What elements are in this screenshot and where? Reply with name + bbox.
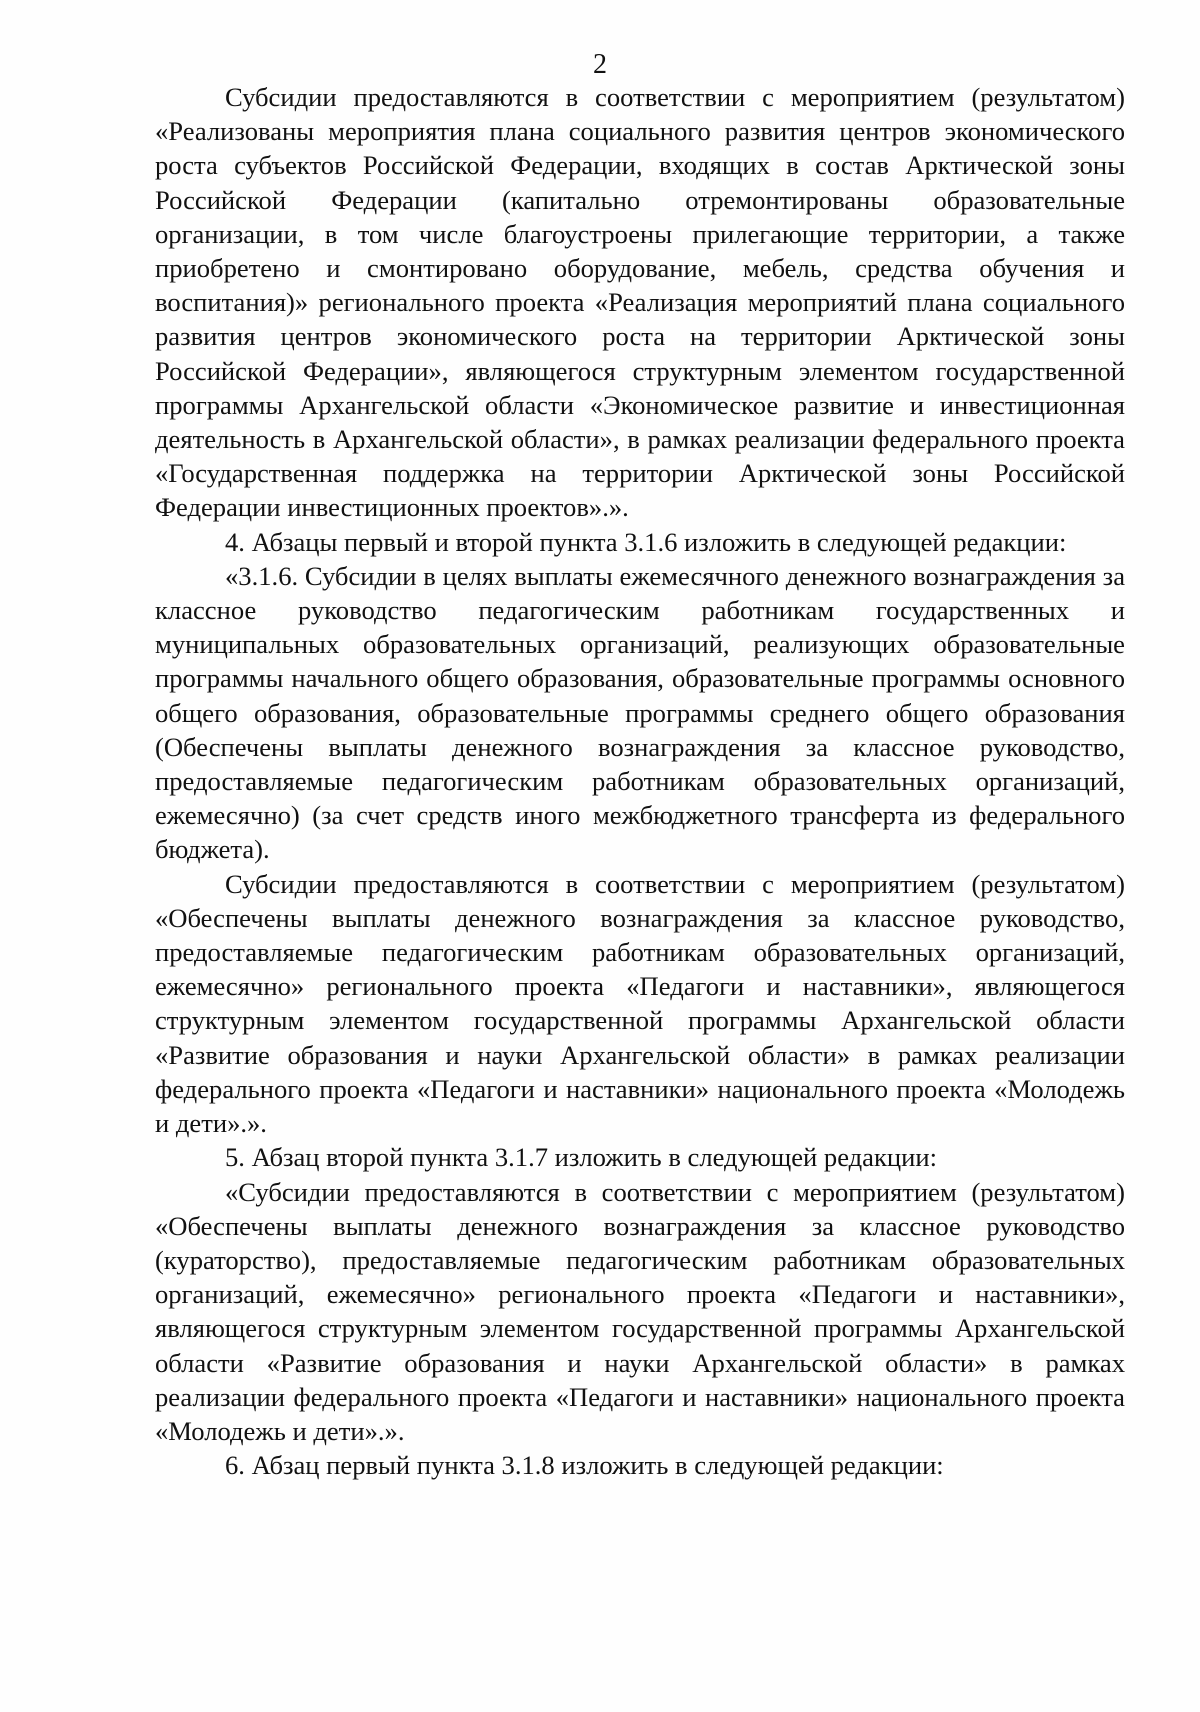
paragraph-item-4: 4. Абзацы первый и второй пункта 3.1.6 изложить в следующей редакции: bbox=[225, 526, 1067, 557]
document-body bbox=[155, 80, 1125, 1482]
paragraph-subsidy-class-teachers: Субсидии предоставляются в соответствии с мероприятием (результатом) «Обеспечены выплаты денежного вознаграждения за классное руководство, предоставляемые педагогическим работникам образовательных организаций, ежемесячно» регионального проекта «Педагоги и наставники», являющегося структурным элементом государственной программы Архангельской области «Развитие образования и науки Архангельской области» в рамках реализации федерального проекта «Педагоги и наставники» национального проекта «Молодежь и дети».». bbox=[155, 868, 1125, 1139]
page-number: 2 bbox=[593, 49, 607, 80]
paragraph-3-1-6: «3.1.6. Субсидии в целях выплаты ежемесячного денежного вознаграждения за классное руководство педагогическим работникам государственных и муниципальных образовательных организаций, реализующих образовательные программы начального общего образования, образовательные программы основного общего образования, образовательные программы среднего общего образования (Обеспечены выплаты денежного вознаграждения за классное руководство, предоставляемые педагогическим работникам образовательных организаций, ежемесячно) (за счет средств иного межбюджетного трансферта из федерального бюджета). bbox=[155, 560, 1125, 865]
paragraph-item-6: 6. Абзац первый пункта 3.1.8 изложить в следующей редакции: bbox=[225, 1450, 944, 1481]
paragraph-item-5: 5. Абзац второй пункта 3.1.7 изложить в следующей редакции: bbox=[225, 1142, 937, 1173]
paragraph-subsidy-curators: «Субсидии предоставляются в соответствии с мероприятием (результатом) «Обеспечены выплаты денежного вознаграждения за классное руководство (кураторство), предоставляемые педагогическим работникам образовательных организаций, ежемесячно» регионального проекта «Педагоги и наставники», являющегося структурным элементом государственной программы Архангельской области «Развитие образования и науки Архангельской области» в рамках реализации федерального проекта «Педагоги и наставники» национального проекта «Молодежь и дети».». bbox=[155, 1176, 1125, 1446]
paragraph-subsidy-arctic: Субсидии предоставляются в соответствии с мероприятием (результатом) «Реализованы мероприятия плана социального развития центров экономического роста субъектов Российской Федерации, входящих в состав Арктической зоны Российской Федерации (капитально отремонтированы образовательные организации, в том числе благоустроены прилегающие территории, а также приобретено и смонтировано оборудование, мебель, средства обучения и воспитания)» регионального проекта «Реализация мероприятий плана социального развития центров экономического роста на территории Арктической зоны Российской Федерации», являющегося структурным элементом государственной программы Архангельской области «Экономическое развитие и инвестиционная деятельность в Архангельской области», в рамках реализации федерального проекта «Государственная поддержка на территории Арктической зоны Российской Федерации инвестиционных проектов».». bbox=[155, 82, 1125, 523]
